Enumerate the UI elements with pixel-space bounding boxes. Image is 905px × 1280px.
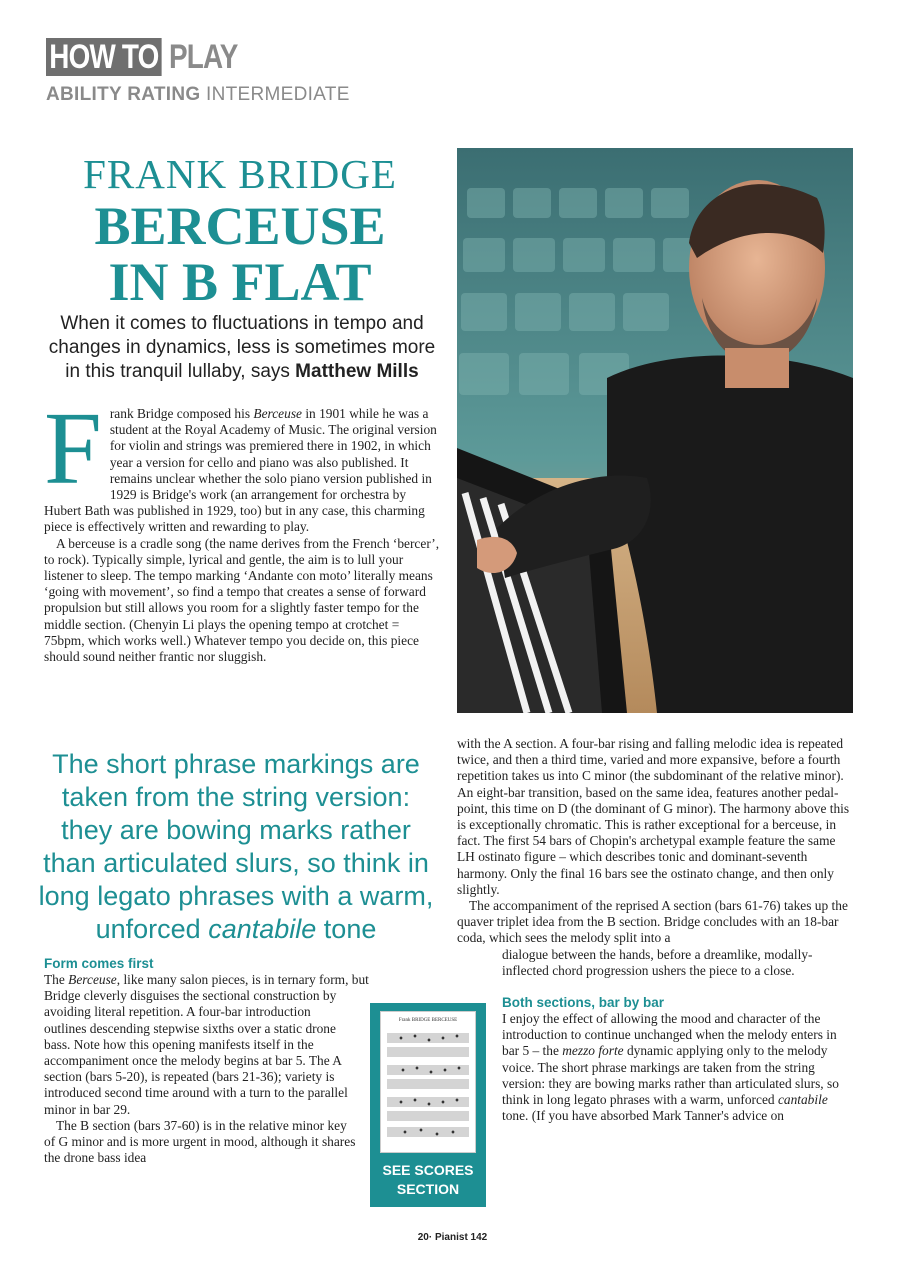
form-paragraph-1-lead — [44, 972, 440, 988]
see-scores-label — [370, 1161, 486, 1199]
play-label: PLAY — [169, 38, 238, 76]
ability-rating-label: ABILITY RATING — [46, 84, 201, 105]
section-header — [46, 38, 350, 106]
drop-cap: F — [44, 391, 102, 506]
how-to-box: HOW TO — [46, 38, 162, 76]
see-scores-line-2: SECTION — [396, 1181, 460, 1197]
intro-paragraph-1 — [44, 391, 440, 536]
composer-name: FRANK BRIDGE — [83, 151, 397, 197]
see-scores-line-1: SEE SCORES — [382, 1162, 474, 1178]
right-paragraph-2-cont: dialogue between the hands, before a dreamlike, modally-inflected chord progression ushers the piece to a close. — [502, 946, 813, 978]
form-paragraph-1: Bridge cleverly disguises the sectional construction by avoiding literal repetition. A four-bar introduction outlines descending stepwise sixths over a static drone bass. Note how this opening manifests itself in the accompaniment once the melody begins at bar 5. The A section (bars 5-20), is repeated (bars 21-36); variety is introduced second time around with a turn to the parallel minor in bar 29. — [44, 988, 348, 1117]
intro-paragraph-2: A berceuse is a cradle song (the name derives from the French ‘bercer’, to rock). Typically simple, lyrical and gentle, the aim is to lull your listener to sleep. The tempo marking ‘Andante con moto’ literally means ‘going with movement’, so find a tempo that creates a sense of forward propulsion but still allows you room for a slightly faster tempo for the middle section. (Chenyin Li plays the opening tempo at crotchet = 75bpm, which works well.) Whatever tempo you decide on, this piece should sound neither frantic nor sluggish. — [44, 535, 440, 665]
form-paragraph-2: The B section (bars 37-60) is in the relative minor key of G minor and is more urgent in mood, although it shares the drone bass idea — [44, 1117, 356, 1166]
author-photo — [457, 148, 853, 713]
pull-quote-b: tone — [316, 914, 377, 944]
how-to-play-label — [46, 38, 350, 76]
page-footer: 20· Pianist 142 — [417, 1232, 488, 1243]
standfirst — [44, 312, 440, 384]
ability-rating-value: INTERMEDIATE — [206, 84, 350, 105]
photo-illustration — [457, 148, 853, 713]
right-column — [457, 736, 853, 1124]
right-paragraph-1: with the A section. A four-bar rising and falling melodic idea is repeated twice, and then a third time, varied and more expansive, before a fourth repetition takes us into C minor (the subdominant of the relative minor). An eight-bar transition, based on the same idea, features another pedal-point, this time on D (the dominant of G minor). The harmony above this is exceptionally chromatic. This is rather exceptional for a berceuse, in fact. The first 54 bars of Chopin's archetypal example feature the same LH ostinato figure – which describes tonic and dominant-seventh harmony. Only the final 16 bars see the ostinato change, and then only slightly. — [457, 736, 850, 897]
right-paragraph-2: The accompaniment of the reprised A section (bars 61-76) takes up the quaver triplet idea from the B section. Bridge concludes with an 18-bar coda, which sees the melody split into a — [457, 898, 848, 946]
intro-text — [44, 391, 440, 665]
work-title-line-2: IN B FLAT — [108, 252, 372, 312]
standfirst-text: When it comes to fluctuations in tempo and changes in dynamics, less is sometimes more in this tranquil lullaby, says — [48, 313, 436, 382]
score-title: Frank BRIDGE BERCEUSE — [398, 1018, 458, 1023]
form-p1-italic: Berceuse — [68, 972, 117, 987]
right-p3-b: dynamic applying only to the melody voice. The short phrase markings are taken from the string version: they are bowing marks rather than articulated slurs, so think in long legato phrases with a warm, unforced — [502, 1043, 839, 1108]
right-paragraph-3 — [502, 1011, 853, 1124]
right-p3-a: I enjoy the effect of allowing the mood and character of the introduction to continue unchanged when the melody enters in bar 5 – the — [502, 1011, 837, 1059]
intro-p1-b: in 1901 while he was a student at the Royal Academy of Music. The original version for violin and strings was premiered there in 1902, in which year a version for cello and piano was also published. It remains unclear whether the solo piano version published in 1929 is Bridge's work (an arrangement for orchestra by Hubert Bath was published in 1929, too) but in any case, this charming piece is effectively written and rewarding to play. — [44, 406, 437, 535]
form-p1-b: , like many salon pieces, is in ternary form, but — [116, 972, 369, 987]
right-indented-block — [457, 947, 853, 1125]
pull-quote — [38, 748, 434, 946]
article-title — [40, 150, 440, 310]
right-p3-italic-1: mezzo forte — [562, 1043, 624, 1059]
right-p3-italic-2: cantabile — [777, 1092, 828, 1108]
pull-quote-italic: cantabile — [208, 914, 317, 944]
bar-by-bar-heading: Both sections, bar by bar — [502, 995, 665, 1011]
work-title-line-1: BERCEUSE — [94, 196, 386, 256]
page-number: 20 — [417, 1232, 429, 1243]
author-name: Matthew Mills — [295, 361, 419, 382]
intro-p1-a: rank Bridge composed his — [109, 406, 254, 421]
intro-p1-italic: Berceuse — [253, 406, 302, 421]
form-heading: Form comes first — [44, 956, 154, 971]
form-p1-a: The — [44, 972, 69, 987]
right-p3-c: tone. (If you have absorbed Mark Tanner's advice on — [502, 1108, 784, 1124]
pull-quote-a: The short phrase markings are taken from the string version: they are bowing marks rather than articulated slurs, so think in long legato phrases with a warm, unforced — [38, 749, 434, 944]
ability-rating — [46, 84, 350, 106]
magazine-issue: Pianist 142 — [434, 1232, 488, 1243]
